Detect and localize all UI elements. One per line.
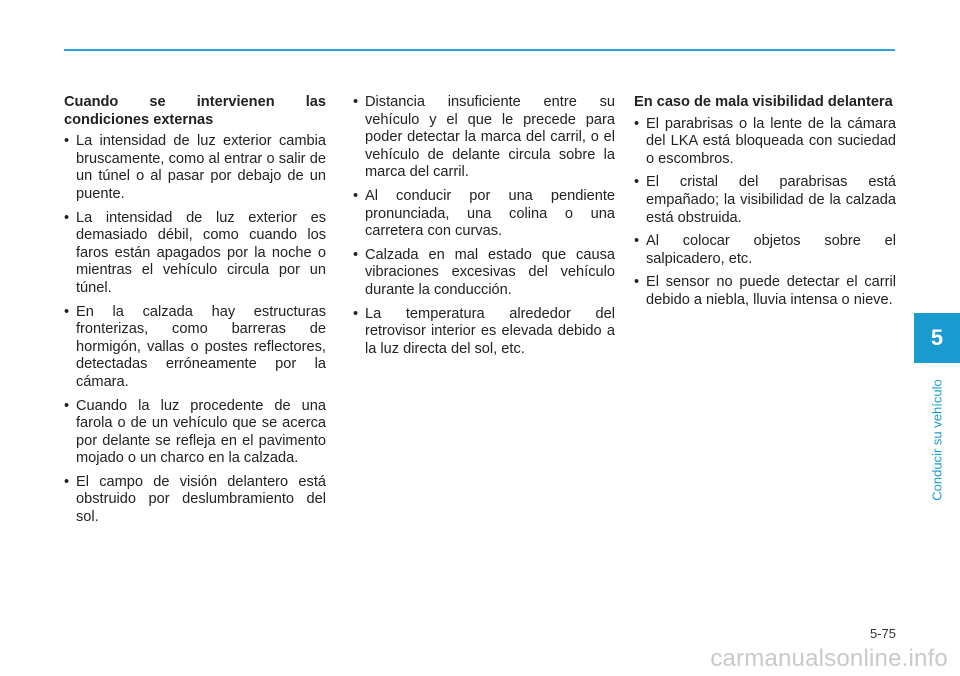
list-item: • El cristal del parabrisas está empañado; la visibilidad de la calzada está obstruida.: [634, 174, 896, 227]
list-item: • Distancia insuficiente entre su vehículo y el que le precede para poder detectar la marca del carril, o el vehículo de delante circula sobre la marca del carril.: [353, 94, 615, 182]
list-item: • Cuando la luz procedente de una farola o de un vehículo que se acerca por delante se refleja en el pavimento mojado o un charco en la calzada.: [64, 398, 326, 468]
list-item: • Al colocar objetos sobre el salpicadero, etc.: [634, 233, 896, 268]
column-1: [64, 94, 326, 533]
bullet-list: [634, 116, 896, 310]
list-item: • La temperatura alrededor del retrovisor interior es elevada debido a la luz directa del sol, etc.: [353, 306, 615, 359]
bullet-list: [353, 94, 615, 358]
chapter-number-tab: 5: [914, 313, 960, 363]
list-item: • La intensidad de luz exterior cambia bruscamente, como al entrar o salir de un túnel o al pasar por debajo de un puente.: [64, 133, 326, 203]
page-number: 5-75: [869, 626, 896, 641]
list-item: • En la calzada hay estructuras fronterizas, como barreras de hormigón, vallas o postes reflectores, detectadas erróneamente por la cámara.: [64, 304, 326, 392]
column-3: [634, 94, 896, 316]
column-2: [353, 94, 615, 364]
list-item: • Al conducir por una pendiente pronunciada, una colina o una carretera con curvas.: [353, 188, 615, 241]
list-item: • El parabrisas o la lente de la cámara del LKA está bloqueada con suciedad o escombros.: [634, 116, 896, 169]
section-heading-external-conditions: Cuando se intervienen las condiciones externas: [64, 94, 326, 128]
list-item: • El campo de visión delantero está obstruido por deslumbramiento del sol.: [64, 474, 326, 527]
header-rule: [64, 49, 895, 51]
chapter-title: Conducir su vehículo: [929, 379, 945, 501]
section-heading-poor-visibility: En caso de mala visibilidad delantera: [634, 94, 893, 110]
list-item: • Calzada en mal estado que causa vibraciones excesivas del vehículo durante la conducción.: [353, 247, 615, 300]
list-item: • El sensor no puede detectar el carril debido a niebla, lluvia intensa o nieve.: [634, 274, 896, 309]
watermark: carmanualsonline.info: [710, 645, 948, 672]
bullet-list: [64, 133, 326, 526]
list-item: • La intensidad de luz exterior es demasiado débil, como cuando los faros están apagados por la noche o mientras el vehículo circula por un túnel.: [64, 210, 326, 298]
